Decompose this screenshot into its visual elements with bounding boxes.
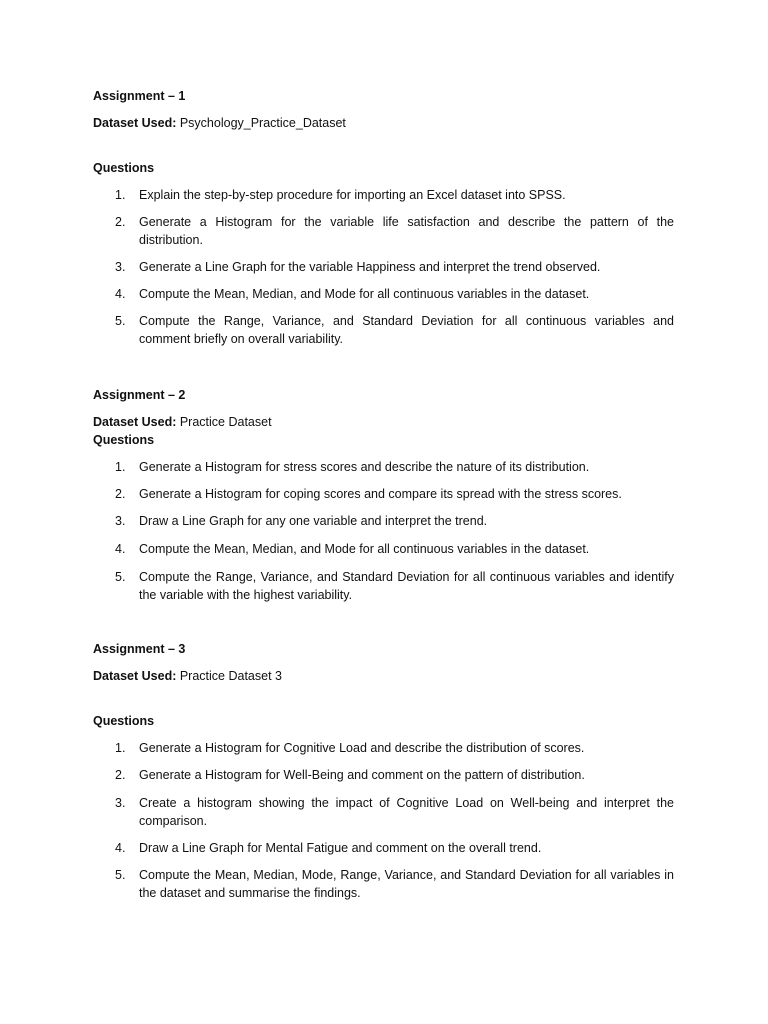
dataset-line bbox=[93, 668, 282, 684]
assignment-title: Assignment – 2 bbox=[93, 388, 186, 402]
question-text: Compute the Range, Variance, and Standard Deviation for all continuous variables and comment briefly on overall variability. bbox=[139, 314, 674, 346]
question-text: Compute the Mean, Median, Mode, Range, Variance, and Standard Deviation for all variables in the dataset and summarise the findings. bbox=[139, 868, 674, 900]
question-text: Compute the Range, Variance, and Standard Deviation for all continuous variables and identify the variable with the highest variability. bbox=[139, 570, 674, 602]
question-text: Compute the Mean, Median, and Mode for all continuous variables in the dataset. bbox=[139, 542, 590, 556]
question-number: 5. bbox=[115, 868, 126, 882]
question-number: 4. bbox=[115, 841, 126, 855]
question-text: Generate a Line Graph for the variable Happiness and interpret the trend observed. bbox=[139, 260, 601, 274]
question-text: Generate a Histogram for Well-Being and comment on the pattern of distribution. bbox=[139, 768, 585, 782]
dataset-value: Practice Dataset 3 bbox=[176, 669, 282, 683]
question-number: 4. bbox=[115, 542, 126, 556]
assignment-title: Assignment – 1 bbox=[93, 89, 186, 103]
questions-heading: Questions bbox=[93, 161, 155, 175]
question-number: 3. bbox=[115, 260, 126, 274]
question-text: Generate a Histogram for stress scores and describe the nature of its distribution. bbox=[139, 460, 590, 474]
question-text: Generate a Histogram for Cognitive Load and describe the distribution of scores. bbox=[139, 741, 585, 755]
assignment-title: Assignment – 3 bbox=[93, 642, 186, 656]
dataset-value: Psychology_Practice_Dataset bbox=[176, 116, 346, 130]
question-number: 2. bbox=[115, 768, 126, 782]
question-number: 1. bbox=[115, 741, 126, 755]
questions-heading: Questions bbox=[93, 714, 155, 728]
dataset-label: Dataset Used: bbox=[93, 116, 177, 130]
dataset-label: Dataset Used: bbox=[93, 415, 177, 429]
question-number: 1. bbox=[115, 460, 126, 474]
question-text: Generate a Histogram for coping scores and compare its spread with the stress scores. bbox=[139, 487, 622, 501]
question-text: Draw a Line Graph for Mental Fatigue and comment on the overall trend. bbox=[139, 841, 542, 855]
question-number: 5. bbox=[115, 314, 126, 328]
question-text: Explain the step-by-step procedure for importing an Excel dataset into SPSS. bbox=[139, 188, 566, 202]
question-number: 2. bbox=[115, 487, 126, 501]
dataset-line bbox=[93, 115, 346, 131]
question-text: Draw a Line Graph for any one variable and interpret the trend. bbox=[139, 514, 488, 528]
question-text: Compute the Mean, Median, and Mode for all continuous variables in the dataset. bbox=[139, 287, 590, 301]
question-number: 1. bbox=[115, 188, 126, 202]
question-number: 3. bbox=[115, 514, 126, 528]
question-number: 2. bbox=[115, 215, 126, 229]
question-number: 4. bbox=[115, 287, 126, 301]
questions-heading: Questions bbox=[93, 433, 155, 447]
dataset-line bbox=[93, 414, 272, 430]
dataset-label: Dataset Used: bbox=[93, 669, 177, 683]
question-number: 3. bbox=[115, 796, 126, 810]
question-number: 5. bbox=[115, 570, 126, 584]
question-text: Generate a Histogram for the variable life satisfaction and describe the pattern of the distribution. bbox=[139, 215, 674, 247]
dataset-value: Practice Dataset bbox=[176, 415, 272, 429]
question-text: Create a histogram showing the impact of Cognitive Load on Well-being and interpret the comparison. bbox=[139, 796, 674, 828]
